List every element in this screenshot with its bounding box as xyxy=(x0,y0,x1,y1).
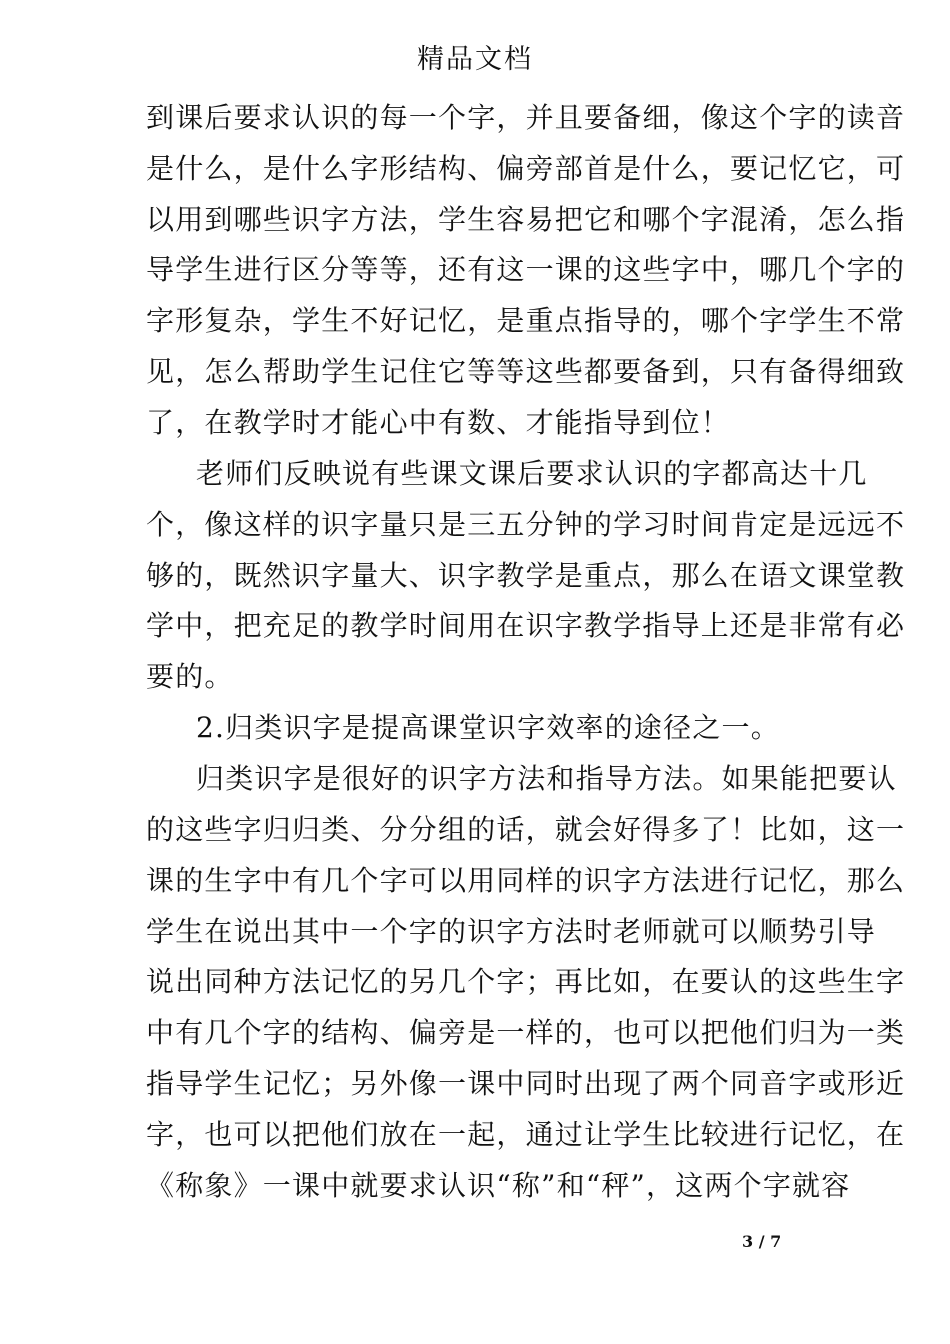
body-line: 学中，把充足的教学时间用在识字教学指导上还是非常有必 xyxy=(146,609,906,642)
section-heading: 2.归类识字是提高课堂识字效率的途径之一。 xyxy=(196,711,780,744)
body-line: 够的，既然识字量大、识字教学是重点，那么在语文课堂教 xyxy=(146,559,906,592)
page-number: 3 / 7 xyxy=(742,1232,782,1251)
body-line: 的这些字归归类、分分组的话，就会好得多了！比如，这一 xyxy=(146,813,906,846)
body-line: 以用到哪些识字方法，学生容易把它和哪个字混淆，怎么指 xyxy=(146,203,906,236)
body-line: 要的。 xyxy=(146,660,234,693)
body-line: 字，也可以把他们放在一起，通过让学生比较进行记忆，在 xyxy=(146,1118,906,1151)
body-line: 归类识字是很好的识字方法和指导方法。如果能把要认 xyxy=(196,762,897,795)
body-line: 见，怎么帮助学生记住它等等这些都要备到，只有备得细致 xyxy=(146,355,906,388)
body-line: 字形复杂，学生不好记忆，是重点指导的，哪个字学生不常 xyxy=(146,304,906,337)
body-line: 老师们反映说有些课文课后要求认识的字都高达十几 xyxy=(196,457,868,490)
body-line: 学生在说出其中一个字的识字方法时老师就可以顺势引导 xyxy=(146,915,877,948)
body-line: 中有几个字的结构、偏旁是一样的，也可以把他们归为一类 xyxy=(146,1016,906,1049)
body-line: 说出同种方法记忆的另几个字；再比如，在要认的这些生字 xyxy=(146,965,906,998)
body-line: 是什么，是什么字形结构、偏旁部首是什么，要记忆它，可 xyxy=(146,152,906,185)
body-line: 课的生字中有几个字可以用同样的识字方法进行记忆，那么 xyxy=(146,864,906,897)
page-header-title: 精品文档 xyxy=(417,44,533,75)
body-line: 了，在教学时才能心中有数、才能指导到位！ xyxy=(146,406,731,439)
body-line: 到课后要求认识的每一个字，并且要备细，像这个字的读音 xyxy=(146,101,906,134)
body-line: 个，像这样的识字量只是三五分钟的学习时间肯定是远远不 xyxy=(146,508,906,541)
body-line: 导学生进行区分等等，还有这一课的这些字中，哪几个字的 xyxy=(146,253,906,286)
body-line: 指导学生记忆；另外像一课中同时出现了两个同音字或形近 xyxy=(146,1067,906,1100)
body-line: 《称象》一课中就要求认识“称”和“秤”，这两个字就容 xyxy=(146,1169,851,1202)
